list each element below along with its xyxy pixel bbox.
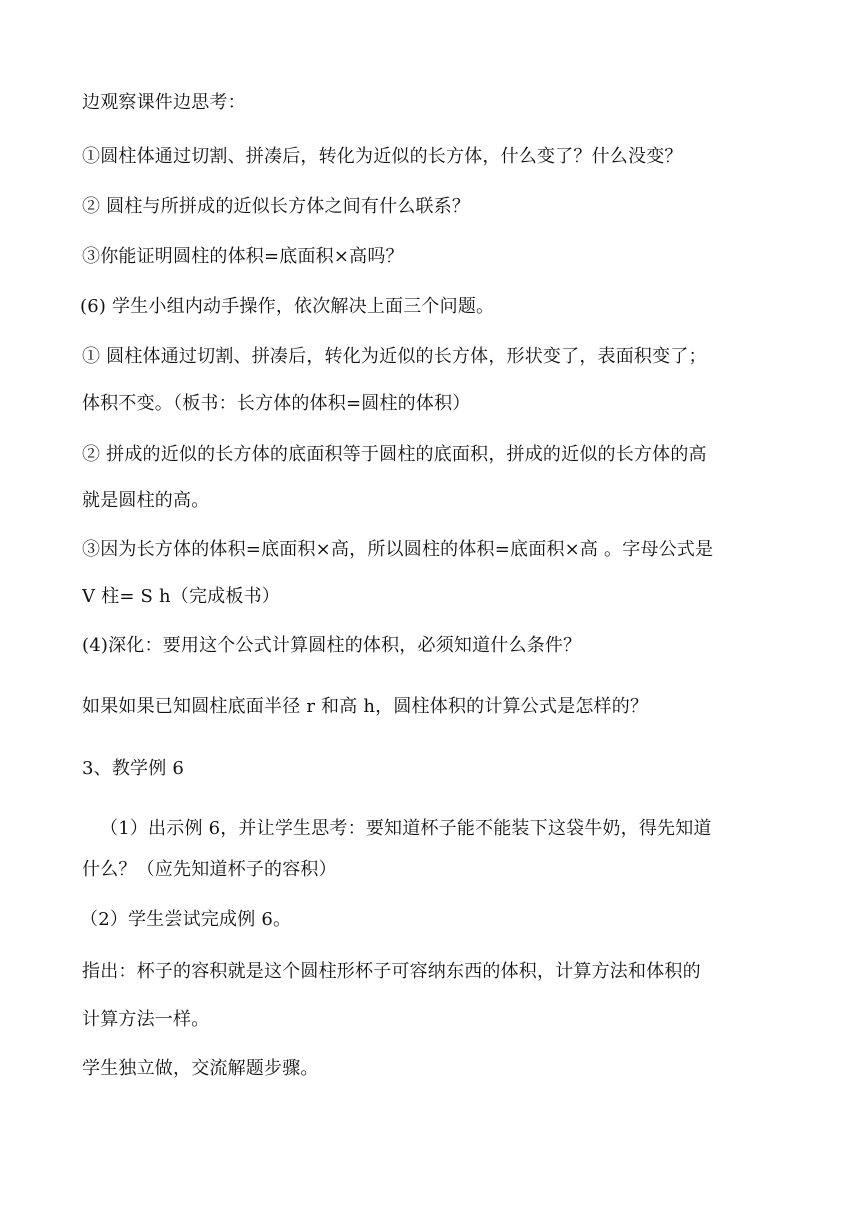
text-line-answer-2b: 就是圆柱的高。 [82,490,210,511]
text-line-example-step-1a: （1）出示例 6，并让学生思考：要知道杯子能不能装下这袋牛奶，得先知道 [100,818,712,839]
text-line-deepen: (4)深化：要用这个公式计算圆柱的体积，必须知道什么条件？ [82,635,582,656]
text-line-independent-work: 学生独立做，交流解题步骤。 [82,1058,319,1079]
text-line-question-1: ①圆柱体通过切割、拼凑后，转化为近似的长方体，什么变了？什么没变？ [82,146,683,167]
text-line-answer-1a: ① 圆柱体通过切割、拼凑后，转化为近似的长方体，形状变了，表面积变了； [82,346,707,367]
text-line-answer-2a: ② 拼成的近似的长方体的底面积等于圆柱的底面积，拼成的近似的长方体的高 [82,444,707,465]
text-line-answer-3a: ③因为长方体的体积=底面积×高，所以圆柱的体积=底面积×高 。字母公式是 [82,539,714,560]
text-line-observe-prompt: 边观察课件边思考： [82,92,246,113]
text-line-question-2: ② 圆柱与所拼成的近似长方体之间有什么联系？ [82,196,471,217]
text-line-answer-3b-formula: V 柱= S h（完成板书） [82,586,280,607]
text-line-point-out-b: 计算方法一样。 [82,1009,210,1030]
text-line-example-step-1b: 什么？（应先知道杯子的容积） [82,859,337,880]
text-line-step-6: (6) 学生小组内动手操作，依次解决上面三个问题。 [80,296,495,317]
text-line-answer-1b: 体积不变。（板书：长方体的体积=圆柱的体积） [82,393,471,414]
text-line-example-step-2: （2）学生尝试完成例 6。 [80,909,292,930]
text-line-point-out-a: 指出：杯子的容积就是这个圆柱形杯子可容纳东西的体积，计算方法和体积的 [82,961,701,982]
text-line-question-3: ③你能证明圆柱的体积=底面积×高吗？ [82,246,404,267]
section-heading-example-6: 3、教学例 6 [82,758,185,779]
text-line-radius-question: 如果如果已知圆柱底面半径 r 和高 h，圆柱体积的计算公式是怎样的？ [82,696,649,717]
